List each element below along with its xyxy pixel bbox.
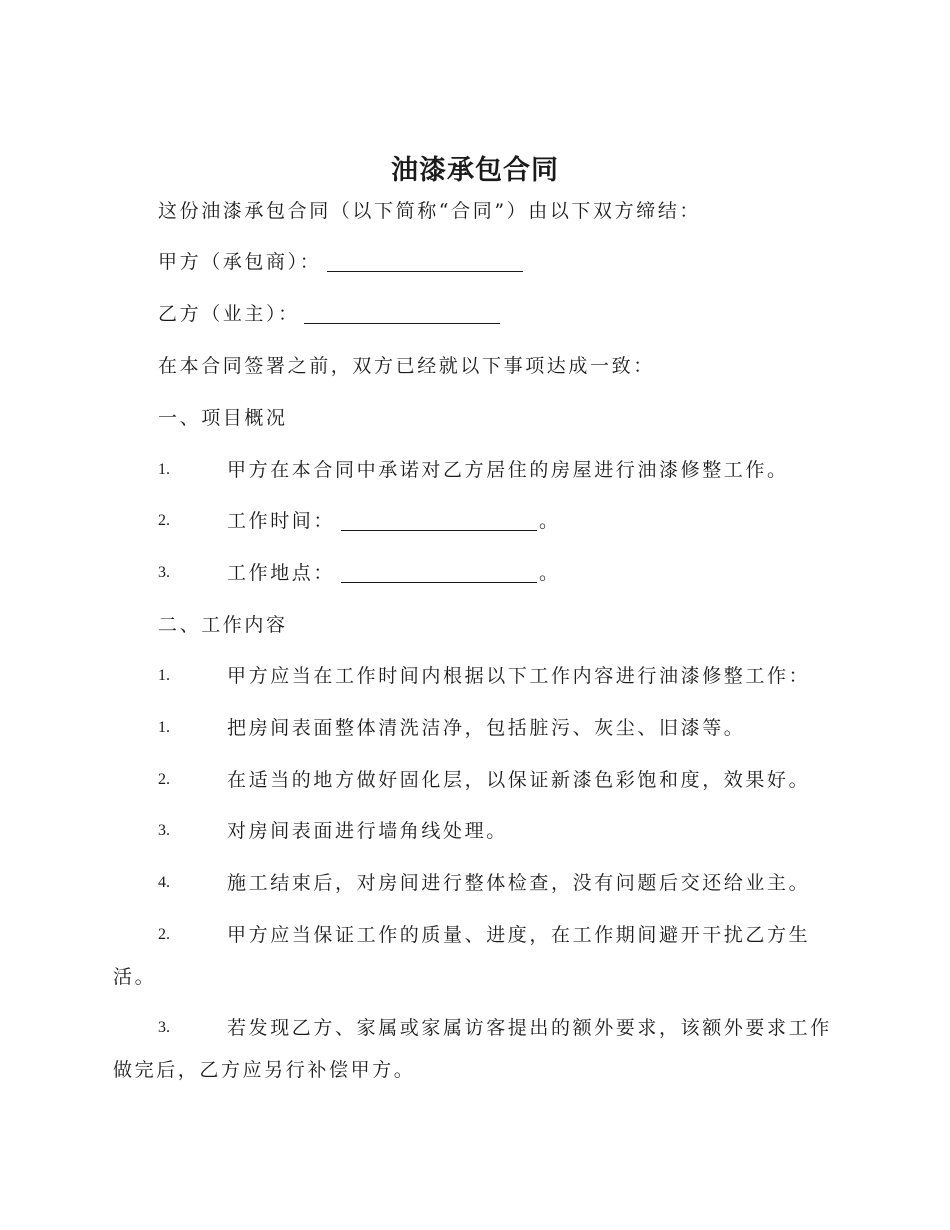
consensus-paragraph: 在本合同签署之前，双方已经就以下事项达成一致： <box>158 355 655 377</box>
party-b-blank <box>304 301 500 324</box>
work-time-label: 工作时间： <box>227 510 336 532</box>
item-number: 2. <box>158 771 170 788</box>
item-text: 对房间表面进行墙角线处理。 <box>227 820 508 842</box>
item-text: 若发现乙方、家属或家属访客提出的额外要求，该额外要求工作 <box>227 1017 832 1039</box>
item-number: 1. <box>158 719 170 736</box>
item-number: 1. <box>158 461 170 478</box>
item-text: 甲方在本合同中承诺对乙方居住的房屋进行油漆修整工作。 <box>227 459 789 481</box>
work-time-line <box>227 508 561 534</box>
item-text: 甲方应当保证工作的质量、进度，在工作期间避开干扰乙方生 <box>227 924 811 946</box>
item-text: 甲方应当在工作时间内根据以下工作内容进行油漆修整工作： <box>227 665 811 687</box>
work-location-label: 工作地点： <box>227 562 336 584</box>
item-number: 4. <box>158 874 170 891</box>
item-number: 2. <box>158 512 170 529</box>
item-text: 在适当的地方做好固化层，以保证新漆色彩饱和度，效果好。 <box>227 769 811 791</box>
party-b-label: 乙方（业主）： <box>158 303 300 325</box>
section-heading-work-content: 二、工作内容 <box>158 614 288 636</box>
item-text: 把房间表面整体清洗洁净，包括脏污、灰尘、旧漆等。 <box>227 717 746 739</box>
party-a-label: 甲方（承包商）： <box>158 251 322 273</box>
document-title: 油漆承包合同 <box>391 155 559 186</box>
item-number: 2. <box>158 926 170 943</box>
party-a-blank <box>327 249 523 272</box>
period: 。 <box>539 562 561 584</box>
section-heading-overview: 一、项目概况 <box>158 407 288 429</box>
item-text-continuation: 做完后，乙方应另行补偿甲方。 <box>113 1059 416 1081</box>
party-b-line <box>158 301 500 327</box>
work-time-blank <box>341 508 537 531</box>
item-number: 1. <box>158 667 170 684</box>
work-location-blank <box>341 560 537 583</box>
item-text-continuation: 活。 <box>113 966 157 988</box>
item-text: 施工结束后，对房间进行整体检查，没有问题后交还给业主。 <box>227 872 811 894</box>
item-number: 3. <box>158 564 170 581</box>
intro-paragraph: 这份油漆承包合同（以下简称“合同”）由以下双方缔结： <box>158 200 702 222</box>
party-a-line <box>158 249 523 275</box>
item-number: 3. <box>158 1019 170 1036</box>
item-number: 3. <box>158 822 170 839</box>
work-location-line <box>227 560 561 586</box>
period: 。 <box>539 510 561 532</box>
